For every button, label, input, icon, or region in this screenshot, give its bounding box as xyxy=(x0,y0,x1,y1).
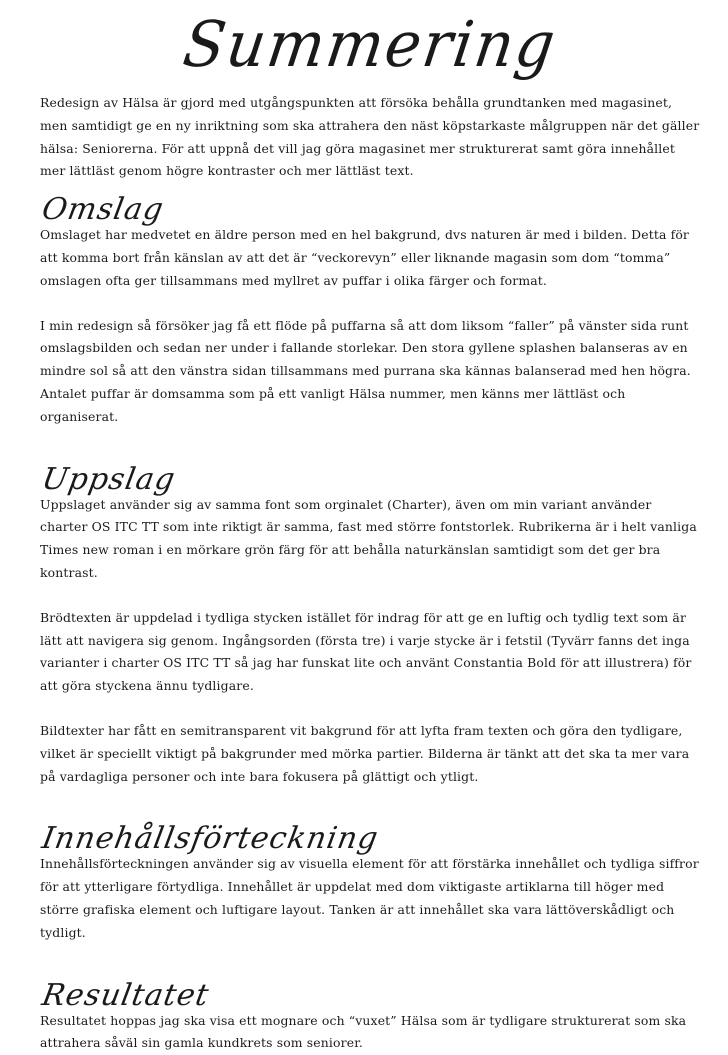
omslag-paragraph-2: I min redesign så försöker jag få ett flöde på puffarna så att dom liksom “faller” på vänster sida runt omslagsbilden och sedan ner under i fallande storlekar. Den stora gyllene splashen balanseras av en mindre sol så att den vänstra sidan tillsammans med purrana ska kännas balanserad med hen högra. Antalet puffar är domsamma som på ett vanligt Hälsa nummer, men känns mer lättläst och organiserat. xyxy=(40,317,691,424)
uppslag-paragraph-3: Bildtexter har fått en semitransparent vit bakgrund för att lyfta fram texten och göra den tydligare, vilket är speciellt viktigt på bakgrunder med mörka partier. Bilderna är tänkt att det ska ta mer vara på vardagliga personer och inte bara fokusera på glättigt och ytligt. xyxy=(40,722,690,784)
section-heading-innehallsforteckning: Innehållsförteckning xyxy=(39,821,382,857)
intro-paragraph: Redesign av Hälsa är gjord med utgångspunkten att försöka behålla grundtanken med magasinet, men samtidigt ge en ny inriktning som ska attrahera den näst köpstarkaste målgruppen när det gäller hälsa: Seniorerna. För att uppnå det vill jag göra magasinet mer strukturerat samt göra innehållet mer lättläst genom högre kontraster och mer lättläst text. xyxy=(40,95,700,179)
uppslag-paragraph-1: Uppslaget använder sig av samma font som orginalet (Charter), även om min variant använder charter OS ITC TT som inte riktigt är samma, fast med större fontstorlek. Rubrikerna är i helt vanliga Times new roman i en mörkare grön färg för att behålla naturkänslan samtidigt som det ger bra kontrast. xyxy=(40,496,697,580)
page-title: Summering xyxy=(178,8,562,82)
uppslag-paragraph-2: Brödtexten är uppdelad i tydliga stycken istället för indrag för att ge en luftig och tydlig text som är lätt att navigera sig genom. Ingångsorden (första tre) i varje stycke är i fetstil (Tyvärr fanns det inga varianter i charter OS ITC TT så jag har funskat lite och använt Constantia Bold för att illustrera) för att göra styckena ännu tydligare. xyxy=(40,609,692,694)
resultatet-paragraph-1: Resultatet hoppas jag ska visa ett mognare och “vuxet” Hälsa som är tydligare strukturerat som ska attrahera såväl sin gamla kundkrets som seniorer. xyxy=(40,1012,687,1051)
section-heading-uppslag: Uppslag xyxy=(39,461,179,497)
document-page xyxy=(40,0,700,1055)
section-heading-omslag: Omslag xyxy=(39,192,167,228)
omslag-paragraph-1: Omslaget har medvetet en äldre person med en hel bakgrund, dvs naturen är med i bilden. Detta för att komma bort från känslan av att det är “veckorevyn” eller liknande magasin som dom “tomma” omslagen ofta ger tillsammans med myllret av puffar i olika färger och format. xyxy=(40,227,690,288)
innehallsforteckning-paragraph-1: Innehållsförteckningen använder sig av visuella element för att förstärka innehållet och tydliga siffror för att ytterligare förtydliga. Innehållet är uppdelat med dom viktigaste artiklarna till höger med större grafiska element och luftigare layout. Tanken är att innehållet ska vara lättöverskådligt och tydligt. xyxy=(40,856,699,940)
section-heading-resultatet: Resultatet xyxy=(39,977,212,1013)
